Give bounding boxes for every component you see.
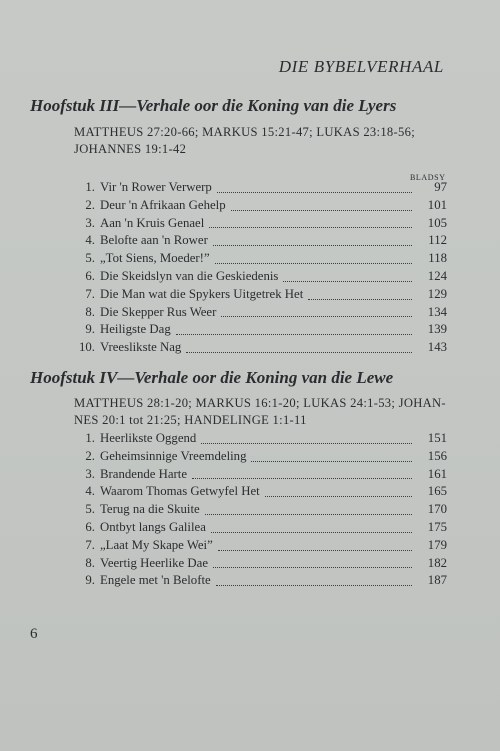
entry-page-number: 105 (427, 215, 447, 230)
toc-entry (74, 572, 447, 590)
entry-title: Belofte aan 'n Rower (100, 233, 208, 248)
entry-title: Engele met 'n Belofte (100, 573, 211, 588)
running-header: DIE BYBELVERHAAL (278, 57, 444, 76)
entry-page-number: 139 (427, 322, 447, 337)
chapter-4-references (74, 395, 454, 429)
entry-number: 1. (85, 431, 95, 445)
entry-number: 2. (85, 448, 95, 463)
entry-page-number: 182 (427, 555, 447, 570)
entry-page-number: 97 (434, 180, 447, 194)
entry-title: Heerlikste Oggend (100, 431, 197, 445)
entry-number: 9. (85, 322, 95, 337)
chapter-3-refs-line-2: JOHANNES 19:1-42 (74, 142, 187, 156)
entry-number: 4. (85, 233, 95, 248)
entry-number: 7. (85, 286, 95, 301)
entry-page-number: 179 (427, 537, 447, 552)
entry-page-number: 165 (427, 484, 447, 499)
entry-title: Geheimsinnige Vreemdeling (100, 448, 247, 463)
dot-leader (216, 585, 412, 586)
entry-page-number: 134 (427, 304, 447, 319)
entry-title: Vir 'n Rower Verwerp (100, 180, 212, 194)
entry-title: Waarom Thomas Getwyfel Het (100, 484, 260, 499)
entry-title: „Tot Siens, Moeder!” (100, 251, 210, 266)
toc-entry (74, 339, 447, 357)
entry-number: 10. (79, 340, 95, 355)
toc-entry (74, 179, 447, 197)
toc-entry (74, 197, 447, 215)
toc-entry (74, 286, 447, 304)
chapter-3-refs-line-1: MATTHEUS 27:20-66; MARKUS 15:21-47; LUKAS 23:18-56; (74, 125, 415, 139)
dot-leader (308, 299, 412, 300)
toc-entry (74, 321, 447, 339)
dot-leader (213, 245, 412, 246)
entry-title: Die Skeidslyn van die Geskiedenis (100, 268, 279, 283)
chapter-4-refs-line-2: NES 20:1 tot 21:25; HANDELINGE 1:1-11 (74, 413, 307, 427)
dot-leader (283, 281, 412, 282)
entry-title: Heiligste Dag (100, 322, 171, 337)
entry-page-number: 151 (427, 431, 447, 445)
entry-title: Die Skepper Rus Weer (100, 304, 217, 319)
entry-number: 8. (85, 304, 95, 319)
entry-page-number: 187 (427, 573, 447, 588)
dot-leader (176, 334, 412, 335)
chapter-4-title: Hoofstuk IV—Verhale oor die Koning van die Lewe (30, 368, 394, 387)
dot-leader (221, 316, 412, 317)
entry-title: Brandende Harte (100, 466, 188, 481)
entry-number: 4. (85, 484, 95, 499)
toc-entry (74, 250, 447, 268)
dot-leader (211, 532, 412, 533)
entry-number: 2. (85, 197, 95, 212)
chapter-4-refs-line-1: MATTHEUS 28:1-20; MARKUS 16:1-20; LUKAS 24:1-53; JOHAN- (74, 396, 446, 410)
dot-leader (186, 352, 412, 353)
chapter-3-story-list (74, 179, 447, 357)
toc-entry (74, 268, 447, 286)
toc-entry (74, 519, 447, 537)
toc-entry (74, 215, 447, 233)
toc-entry (74, 483, 447, 501)
dot-leader (231, 210, 412, 211)
dot-leader (251, 461, 412, 462)
entry-title: Ontbyt langs Galilea (100, 519, 206, 534)
toc-entry (74, 448, 447, 466)
entry-page-number: 170 (427, 502, 447, 517)
toc-entry (74, 466, 447, 484)
entry-page-number: 129 (427, 286, 447, 301)
dot-leader (265, 496, 412, 497)
entry-title: Die Man wat die Spykers Uitgetrek Het (100, 286, 304, 301)
entry-number: 5. (85, 502, 95, 517)
dot-leader (209, 227, 412, 228)
page-number: 6 (30, 626, 38, 642)
entry-page-number: 124 (427, 268, 447, 283)
entry-title: „Laat My Skape Wei” (100, 537, 213, 552)
dot-leader (218, 550, 412, 551)
chapter-4-story-list (74, 430, 447, 590)
entry-number: 6. (85, 519, 95, 534)
entry-title: Deur 'n Afrikaan Gehelp (100, 197, 226, 212)
dot-leader (213, 567, 412, 568)
entry-number: 6. (85, 268, 95, 283)
toc-entry (74, 555, 447, 573)
dot-leader (205, 514, 412, 515)
entry-page-number: 161 (427, 466, 447, 481)
entry-number: 5. (85, 251, 95, 266)
entry-title: Terug na die Skuite (100, 502, 200, 517)
entry-number: 3. (85, 466, 95, 481)
toc-entry (74, 537, 447, 555)
entry-page-number: 175 (427, 519, 447, 534)
entry-page-number: 156 (427, 448, 447, 463)
entry-number: 7. (85, 537, 95, 552)
dot-leader (215, 263, 412, 264)
chapter-3-title: Hoofstuk III—Verhale oor die Koning van die Lyers (30, 96, 397, 115)
page-column-label: BLADSY (410, 173, 446, 182)
toc-entry (74, 430, 447, 448)
chapter-3-references (74, 124, 454, 158)
entry-title: Veertig Heerlike Dae (100, 555, 209, 570)
toc-entry (74, 304, 447, 322)
entry-number: 8. (85, 555, 95, 570)
entry-number: 3. (85, 215, 95, 230)
entry-title: Vreeslikste Nag (100, 340, 182, 355)
dot-leader (201, 443, 412, 444)
entry-title: Aan 'n Kruis Genael (100, 215, 205, 230)
dot-leader (217, 192, 412, 193)
entry-page-number: 143 (427, 340, 447, 355)
entry-page-number: 112 (428, 233, 447, 248)
entry-number: 9. (85, 573, 95, 588)
dot-leader (192, 478, 412, 479)
entry-number: 1. (85, 180, 95, 194)
toc-entry (74, 501, 447, 519)
entry-page-number: 101 (427, 197, 447, 212)
toc-entry (74, 232, 447, 250)
entry-page-number: 118 (428, 251, 447, 266)
